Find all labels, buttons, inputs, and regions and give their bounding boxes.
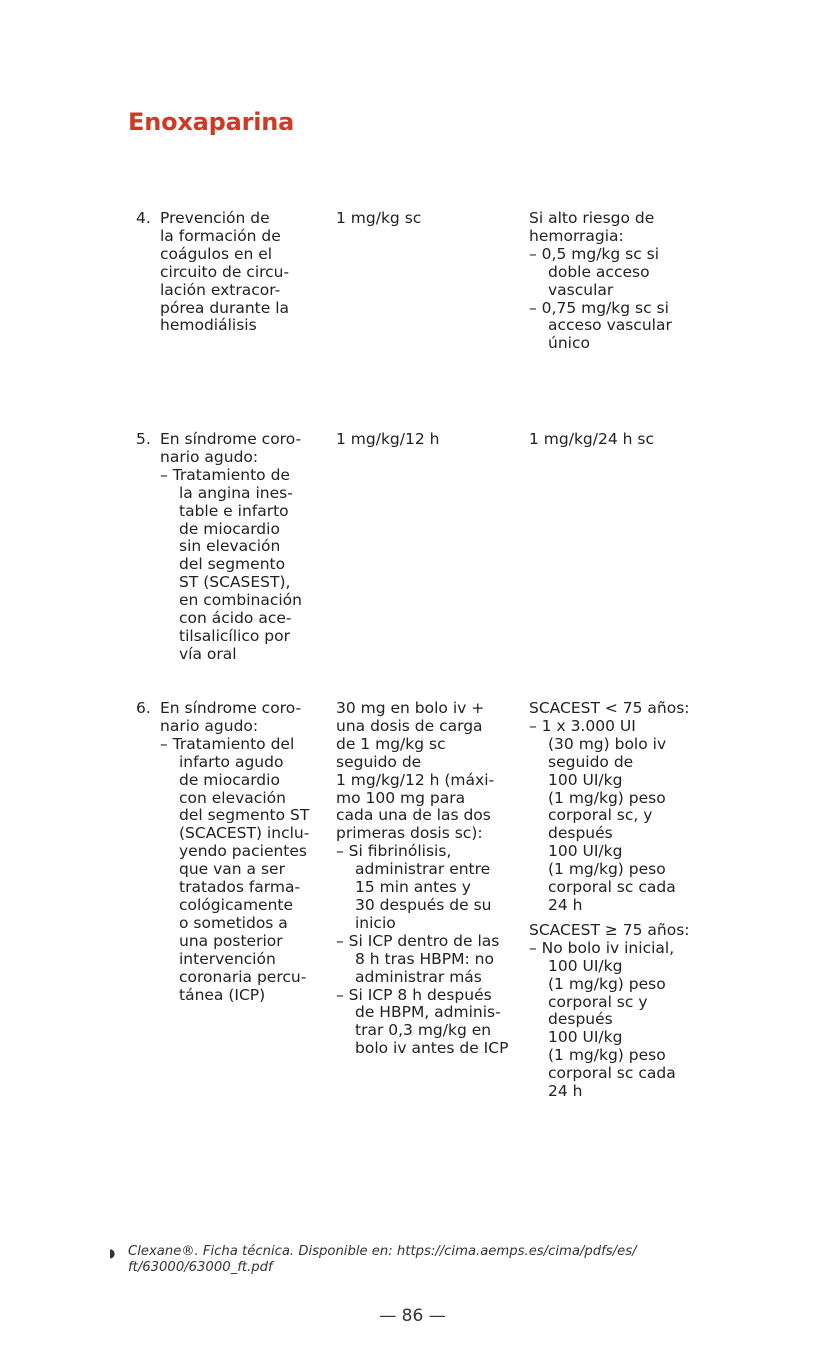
- adjusted-dose-cell: [529, 431, 709, 449]
- indication-cell: [136, 210, 316, 335]
- dose-line: de 1 mg/kg sc: [336, 734, 446, 753]
- indication-line: circuito de circu-: [160, 262, 290, 281]
- adjusted-line: – No bolo iv inicial,: [529, 938, 675, 957]
- indication-line: coágulos en el: [160, 244, 273, 263]
- dose-line: bolo iv antes de ICP: [355, 1039, 509, 1058]
- dose-line: – Si ICP 8 h después: [336, 985, 492, 1004]
- indication-line: tilsalicílico por: [179, 626, 290, 645]
- adjusted-line: único: [548, 334, 590, 353]
- indication-line: la formación de: [160, 226, 281, 245]
- indication-line: una posterior: [179, 931, 283, 950]
- dose-line: 30 después de su: [355, 895, 492, 914]
- adjusted-line: (30 mg) bolo iv: [548, 734, 667, 753]
- dose-cell: [336, 700, 511, 1058]
- footnote-line: ft/63000/63000_ft.pdf: [128, 1260, 273, 1275]
- adjusted-line: – 0,5 mg/kg sc si: [529, 244, 660, 263]
- dose-cell: [336, 210, 511, 228]
- adjusted-line: después: [548, 824, 613, 843]
- row-number: 4.: [136, 209, 151, 227]
- adjusted-line: corporal sc cada: [548, 1064, 676, 1083]
- dose-line: cada una de las dos: [336, 806, 491, 825]
- adjusted-line: 24 h: [548, 1082, 583, 1101]
- footnote: [109, 1244, 637, 1276]
- indication-line: En síndrome coro-: [160, 699, 302, 717]
- adjusted-line: 100 UI/kg: [548, 770, 623, 789]
- dose-line: trar 0,3 mg/kg en: [355, 1021, 492, 1040]
- adjusted-line: SCACEST < 75 años:: [529, 699, 690, 717]
- adjusted-line: vascular: [548, 280, 614, 299]
- indication-line: de miocardio: [179, 519, 280, 538]
- indication-line: coronaria percu-: [179, 967, 307, 986]
- indication-line: nario agudo:: [160, 716, 259, 735]
- adjusted-line: (1 mg/kg) peso: [548, 1046, 666, 1065]
- dose-line: 30 mg en bolo iv +: [336, 699, 485, 717]
- dose-line: administrar más: [355, 967, 482, 986]
- footnote-line: Clexane®. Ficha técnica. Disponible en: https://cima.aemps.es/cima/pdfs/es/: [128, 1244, 637, 1259]
- indication-line: intervención: [179, 949, 276, 968]
- adjusted-line: 100 UI/kg: [548, 956, 623, 975]
- indication-line: – Tratamiento del: [160, 734, 295, 753]
- indication-line: con ácido ace-: [179, 609, 292, 628]
- adjusted-line: seguido de: [548, 752, 634, 771]
- indication-line: con elevación: [179, 788, 286, 807]
- indication-line: en combinación: [179, 591, 302, 610]
- dose-line: 1 mg/kg sc: [336, 209, 422, 227]
- adjusted-line: corporal sc, y: [548, 806, 653, 825]
- dose-line: 1 mg/kg/12 h (máxi-: [336, 770, 495, 789]
- indication-line: En síndrome coro-: [160, 430, 302, 448]
- indication-line: tánea (ICP): [179, 985, 266, 1004]
- indication-line: nario agudo:: [160, 447, 259, 466]
- adjusted-line: 100 UI/kg: [548, 1028, 623, 1047]
- row-number: 6.: [136, 699, 151, 717]
- adjusted-line: Si alto riesgo de: [529, 209, 655, 227]
- adjusted-line: 100 UI/kg: [548, 842, 623, 861]
- indication-line: (SCACEST) inclu-: [179, 824, 310, 843]
- dose-line: mo 100 mg para: [336, 788, 466, 807]
- adjusted-line: 1 mg/kg/24 h sc: [529, 430, 654, 448]
- indication-line: table e infarto: [179, 501, 289, 520]
- indication-line: del segmento: [179, 555, 286, 574]
- indication-line: que van a ser: [179, 860, 285, 879]
- indication-line: – Tratamiento de: [160, 465, 290, 484]
- dose-line: una dosis de carga: [336, 716, 483, 735]
- indication-line: ST (SCASEST),: [179, 573, 291, 592]
- footnote-bullet-icon: ◗: [109, 1246, 116, 1260]
- adjusted-line: doble acceso: [548, 262, 650, 281]
- indication-line: infarto agudo: [179, 752, 284, 771]
- page-number: — 86 —: [379, 1306, 446, 1326]
- dose-cell: [336, 431, 511, 449]
- page-title: Enoxaparina: [128, 108, 295, 136]
- indication-line: del segmento ST: [179, 806, 310, 825]
- dose-line: – Si ICP dentro de las: [336, 931, 500, 950]
- adjusted-line: (1 mg/kg) peso: [548, 788, 666, 807]
- adjusted-line: después: [548, 1010, 613, 1029]
- indication-cell: [136, 700, 316, 1004]
- dose-line: – Si fibrinólisis,: [336, 842, 452, 861]
- indication-line: Prevención de: [160, 209, 270, 227]
- adjusted-line: hemorragia:: [529, 226, 624, 245]
- dose-line: seguido de: [336, 752, 422, 771]
- indication-line: pórea durante la: [160, 298, 290, 317]
- adjusted-line: (1 mg/kg) peso: [548, 860, 666, 879]
- adjusted-line: 24 h: [548, 895, 583, 914]
- indication-line: lación extracor-: [160, 280, 281, 299]
- dose-line: 8 h tras HBPM: no: [355, 949, 494, 968]
- indication-line: tratados farma-: [179, 878, 301, 897]
- adjusted-line: acceso vascular: [548, 316, 672, 335]
- indication-line: o sometidos a: [179, 913, 288, 932]
- indication-line: la angina ines-: [179, 483, 293, 502]
- indication-line: hemodiálisis: [160, 316, 257, 335]
- adjusted-dose-cell: [529, 700, 709, 1101]
- indication-line: de miocardio: [179, 770, 280, 789]
- dose-line: 15 min antes y: [355, 878, 471, 897]
- adjusted-line: corporal sc cada: [548, 878, 676, 897]
- indication-cell: [136, 431, 316, 664]
- adjusted-line: – 0,75 mg/kg sc si: [529, 298, 669, 317]
- indication-line: cológicamente: [179, 895, 294, 914]
- row-number: 5.: [136, 430, 151, 448]
- dose-line: de HBPM, adminis-: [355, 1003, 501, 1022]
- dose-line: administrar entre: [355, 860, 491, 879]
- indication-line: vía oral: [179, 644, 237, 663]
- adjusted-line: (1 mg/kg) peso: [548, 974, 666, 993]
- adjusted-dose-cell: [529, 210, 709, 353]
- dose-line: 1 mg/kg/12 h: [336, 430, 440, 448]
- adjusted-line: corporal sc y: [548, 992, 648, 1011]
- adjusted-line: SCACEST ≥ 75 años:: [529, 920, 690, 939]
- indication-line: sin elevación: [179, 537, 281, 556]
- indication-line: yendo pacientes: [179, 842, 307, 861]
- adjusted-line: – 1 x 3.000 UI: [529, 716, 636, 735]
- dose-line: inicio: [355, 913, 396, 932]
- dose-line: primeras dosis sc):: [336, 824, 483, 843]
